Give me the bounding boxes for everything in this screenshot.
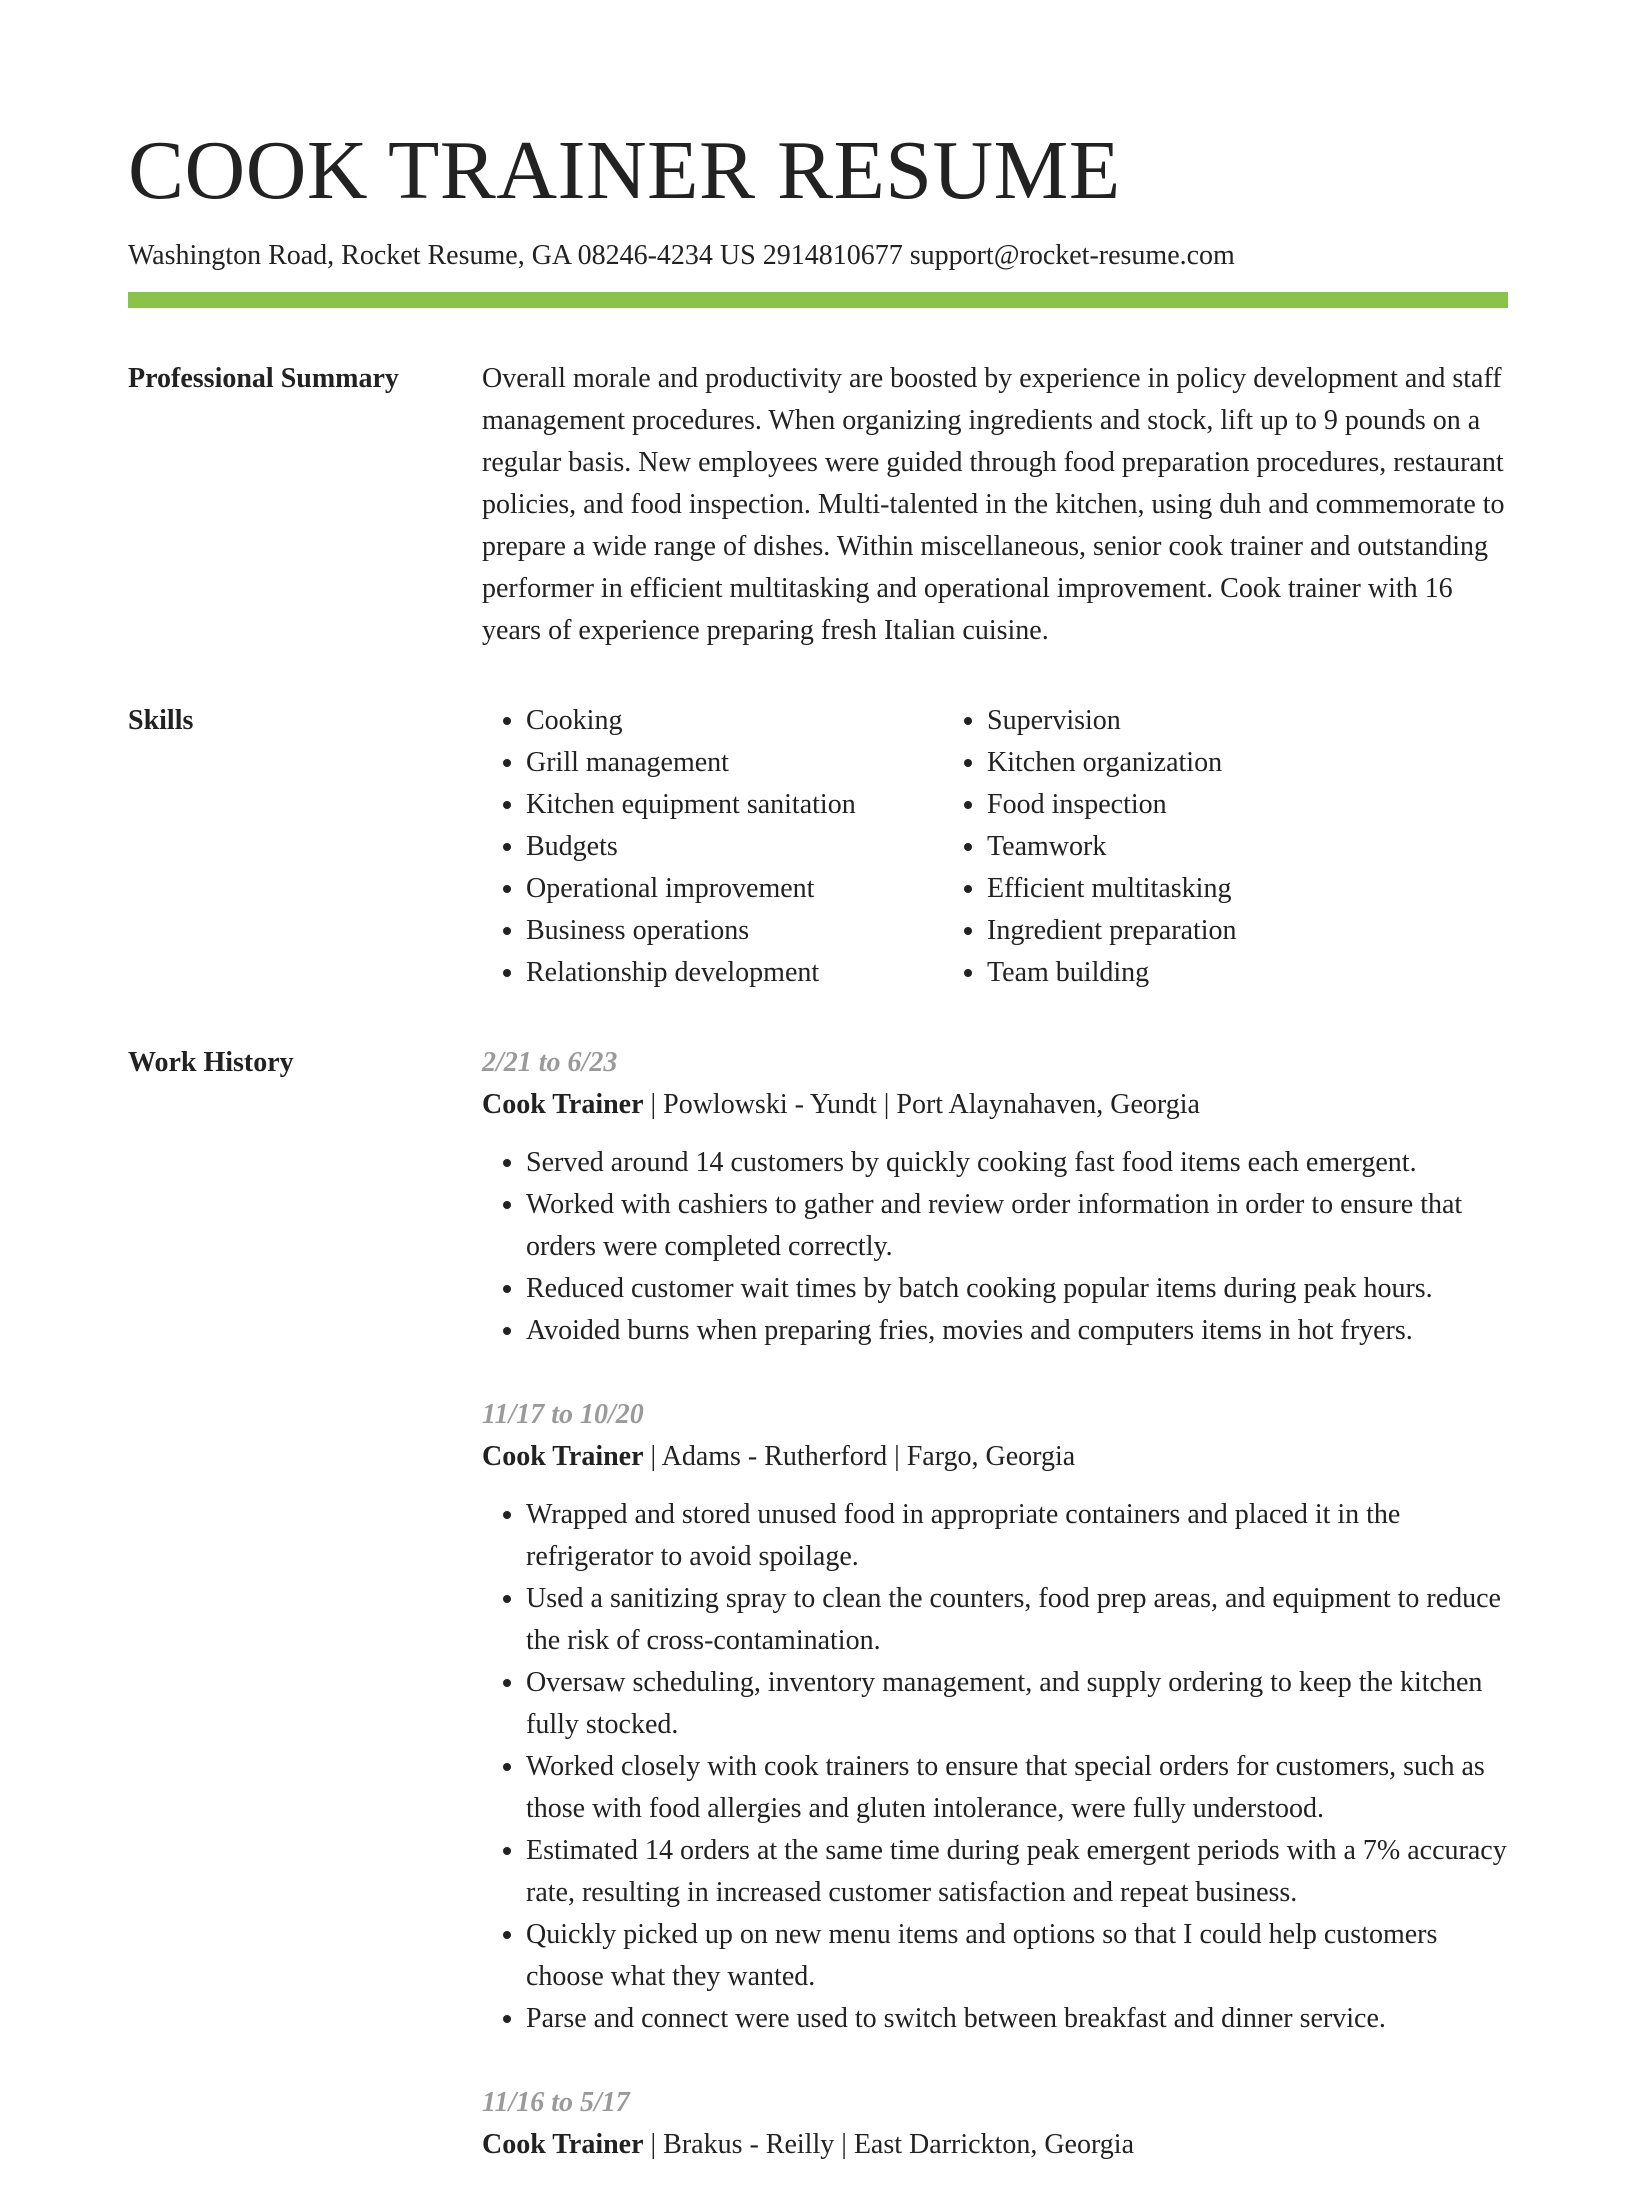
work-history-section (128, 1042, 1508, 2208)
skill-item: • Team building (987, 952, 1404, 994)
work-history-body (482, 1042, 1508, 2208)
skill-item: • Supervision (987, 700, 1404, 742)
skills-body (482, 700, 1508, 994)
job-heading (482, 1084, 1508, 1126)
skill-item: • Kitchen equipment sanitation (526, 784, 943, 826)
job-employer-location: | Adams - Rutherford | Fargo, Georgia (643, 1441, 1076, 1472)
job-entry (482, 1394, 1508, 2040)
job-title: Cook Trainer (482, 1089, 644, 1120)
job-title: Cook Trainer (482, 1441, 644, 1472)
section-label-work-history: Work History (128, 1047, 294, 1078)
job-duty: • Wrapped and stored unused food in appropriate containers and placed it in the refrigerator to avoid spoilage. (526, 1494, 1508, 1578)
job-duty: • Worked closely with cook trainers to ensure that special orders for customers, such as those with food allergies and gluten intolerance, were fully understood. (526, 1746, 1508, 1830)
job-duties-list (482, 1142, 1508, 1352)
job-entry (482, 2082, 1508, 2166)
skill-item: • Cooking (526, 700, 943, 742)
skill-item: • Operational improvement (526, 868, 943, 910)
job-dates: 11/16 to 5/17 (482, 2087, 630, 2118)
job-dates: 2/21 to 6/23 (482, 1047, 618, 1078)
job-duties-list (482, 1494, 1508, 2040)
skill-item: • Business operations (526, 910, 943, 952)
job-duty: • Avoided burns when preparing fries, movies and computers items in hot fryers. (526, 1310, 1508, 1352)
job-employer-location: | Brakus - Reilly | East Darrickton, Georgia (643, 2129, 1134, 2160)
job-dates: 11/17 to 10/20 (482, 1399, 644, 1430)
section-label-skills: Skills (128, 705, 194, 736)
skill-item: • Food inspection (987, 784, 1404, 826)
job-heading (482, 1436, 1508, 1478)
skill-item: • Budgets (526, 826, 943, 868)
skill-item: • Ingredient preparation (987, 910, 1404, 952)
skills-section (128, 700, 1508, 994)
professional-summary-section (128, 358, 1508, 652)
skills-list-left (482, 700, 943, 994)
skill-item: • Teamwork (987, 826, 1404, 868)
job-duty: • Reduced customer wait times by batch cooking popular items during peak hours. (526, 1268, 1508, 1310)
job-duty: • Oversaw scheduling, inventory management, and supply ordering to keep the kitchen fully stocked. (526, 1662, 1508, 1746)
job-title: Cook Trainer (482, 2129, 644, 2160)
skill-item: • Relationship development (526, 952, 943, 994)
summary-text: Overall morale and productivity are boosted by experience in policy development and staff management procedures. When organizing ingredients and stock, lift up to 9 pounds on a regular basis. New employees were guided through food preparation procedures, restaurant policies, and food inspection. Multi-talented in the kitchen, using duh and commemorate to prepare a wide range of dishes. Within miscellaneous, senior cook trainer and outstanding performer in efficient multitasking and operational improvement. Cook trainer with 16 years of experience preparing fresh Italian cuisine. (482, 363, 1505, 646)
job-duty: • Served around 14 customers by quickly cooking fast food items each emergent. (526, 1142, 1508, 1184)
job-duty: • Quickly picked up on new menu items and options so that I could help customers choose what they wanted. (526, 1914, 1508, 1998)
contact-line: Washington Road, Rocket Resume, GA 08246-4234 US 2914810677 support@rocket-resume.com (128, 240, 1235, 271)
job-employer-location: | Powlowski - Yundt | Port Alaynahaven, Georgia (643, 1089, 1200, 1120)
resume-page (128, 0, 1508, 2208)
skill-item: • Grill management (526, 742, 943, 784)
job-heading (482, 2124, 1508, 2166)
job-entry (482, 1042, 1508, 1352)
resume-title: COOK TRAINER RESUME (128, 124, 1121, 217)
summary-body (482, 358, 1508, 652)
skills-list-right (943, 700, 1404, 994)
section-label-summary: Professional Summary (128, 363, 399, 394)
header-divider (128, 292, 1508, 308)
job-duty: • Used a sanitizing spray to clean the counters, food prep areas, and equipment to reduce the risk of cross-contamination. (526, 1578, 1508, 1662)
skill-item: • Efficient multitasking (987, 868, 1404, 910)
job-duty: • Parse and connect were used to switch between breakfast and dinner service. (526, 1998, 1508, 2040)
job-duty: • Worked with cashiers to gather and review order information in order to ensure that orders were completed correctly. (526, 1184, 1508, 1268)
job-duty: • Estimated 14 orders at the same time during peak emergent periods with a 7% accuracy rate, resulting in increased customer satisfaction and repeat business. (526, 1830, 1508, 1914)
skills-grid (482, 700, 1508, 994)
skill-item: • Kitchen organization (987, 742, 1404, 784)
